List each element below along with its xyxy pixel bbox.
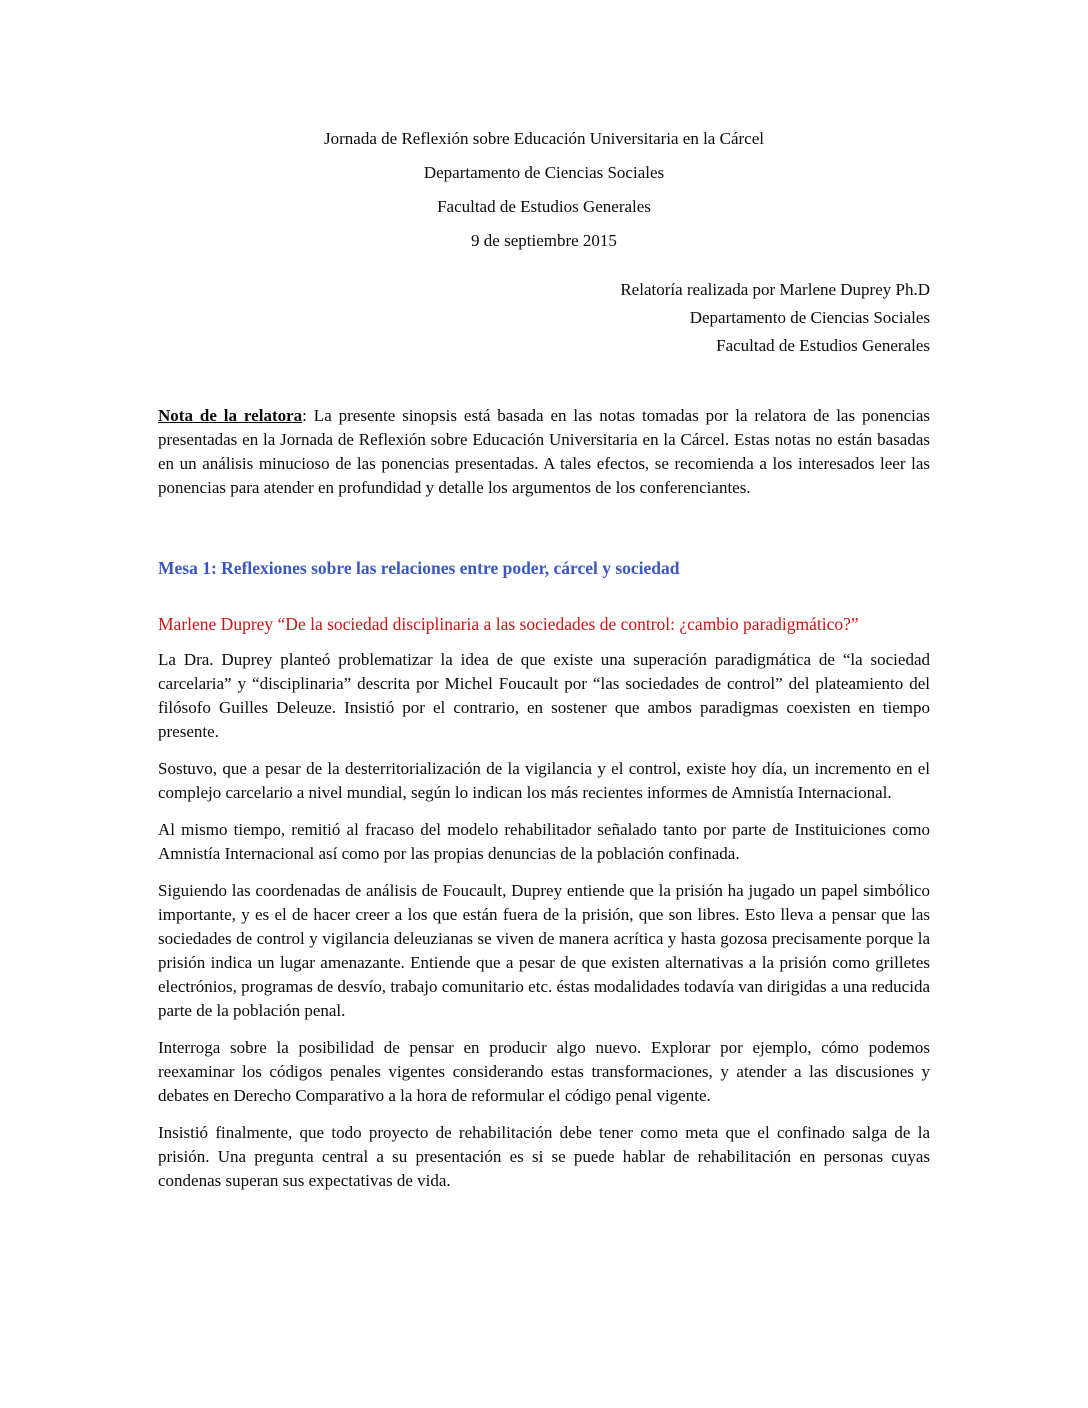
speaker-heading: Marlene Duprey “De la sociedad disciplinaria a las sociedades de control: ¿cambio paradigmático?” (158, 614, 859, 634)
header-line: Relatoría realizada por Marlene Duprey Ph.D (620, 280, 930, 299)
body-paragraph: Interroga sobre la posibilidad de pensar en producir algo nuevo. Explorar por ejemplo, cómo podemos reexaminar los códigos penales vigentes considerando estas transformaciones, y atender a las discusiones y debates en Derecho Comparativo a la hora de reformular el código penal vigente. (158, 1038, 930, 1105)
author-block (158, 276, 930, 360)
body-paragraph: Insistió finalmente, que todo proyecto de rehabilitación debe tener como meta que el confinado salga de la prisión. Una pregunta central a su presentación es si se puede hablar de rehabilitación en personas cuyas condenas superan sus expectativas de vida. (158, 1123, 930, 1190)
note-text: : La presente sinopsis está basada en las notas tomadas por la relatora de las ponencias presentadas en la Jornada de Reflexión sobre Educación Universitaria en la Cárcel. Estas notas no están basadas en un análisis minucioso de las ponencias presentadas. A tales efectos, se recomienda a los interesados leer las ponencias para atender en profundidad y detalle los argumentos de los conferenciantes. (158, 406, 930, 497)
header-line: 9 de septiembre 2015 (471, 231, 617, 250)
document-page (158, 0, 930, 1193)
document-title-block (158, 122, 930, 258)
header-line: Jornada de Reflexión sobre Educación Universitaria en la Cárcel (324, 129, 764, 148)
body-paragraph: Siguiendo las coordenadas de análisis de Foucault, Duprey entiende que la prisión ha jugado un papel simbólico importante, y es el de hacer creer a los que están fuera de la prisión, que son libres. Esto lleva a pensar que las sociedades de control y vigilancia deleuzianas se viven de manera acrítica y hasta gozosa precisamente porque la prisión indica un lugar amenazante. Entiende que a pesar de que existen alternativas a la prisión como grilletes electrónios, programas de desvío, trabajo comunitario etc. éstas modalidades todavía van dirigidas a una reducida parte de la población penal. (158, 881, 930, 1020)
header-line: Facultad de Estudios Generales (437, 197, 651, 216)
note-label: Nota de la relatora (158, 406, 303, 425)
body-paragraph: Sostuvo, que a pesar de la desterritorialización de la vigilancia y el control, existe hoy día, un incremento en el complejo carcelario a nivel mundial, según lo indican los más recientes informes de Amnistía Internacional. (158, 759, 930, 802)
header-line: Facultad de Estudios Generales (716, 336, 930, 355)
header-line: Departamento de Ciencias Sociales (423, 163, 665, 182)
header-line: Departamento de Ciencias Sociales (689, 308, 930, 327)
section-heading-mesa-1: Mesa 1: Reflexiones sobre las relaciones entre poder, cárcel y sociedad (158, 558, 680, 578)
body-paragraph: Al mismo tiempo, remitió al fracaso del modelo rehabilitador señalado tanto por parte de Instituiciones como Amnistía Internacional así como por las propias denuncias de la población confinada. (158, 820, 930, 863)
body-paragraph: La Dra. Duprey planteó problematizar la idea de que existe una superación paradigmática de “la sociedad carcelaria” y “disciplinaria” descrita por Michel Foucault por “las sociedades de control” del plateamiento del filósofo Guilles Deleuze. Insistió por el contrario, en sostener que ambos paradigmas coexisten en tiempo presente. (158, 650, 930, 741)
note-paragraph (158, 404, 930, 500)
